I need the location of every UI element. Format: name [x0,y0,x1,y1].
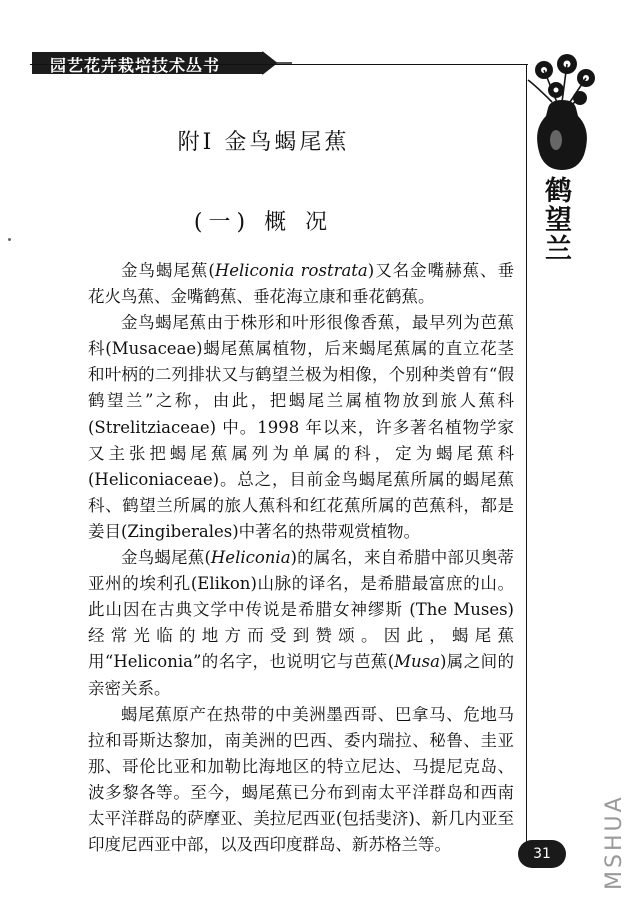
paragraph [88,310,514,545]
paragraph-text: 金鸟蝎尾蕉( [121,261,215,280]
watermark: MSHUA [602,794,627,890]
section-title: (一) 概 况 [193,210,334,235]
paragraph-text: 金鸟蝎尾蕉由于株形和叶形很像香蕉，最早列为芭蕉科(Musaceae)蝎尾蕉属植物，后来蝎尾蕉属的直立花茎和叶柄的二列排状又与鹤望兰极为相像，个别种类曾有“假鹤望兰”之称，由此，把蝎尾兰属植物放到旅人蕉科 (Strelitziaceae) 中。1998 年以来，许多著名植物学家又主张把蝎尾蕉属列为单属的科，定为蝎尾蕉科(Heliconiaceae)。总之，目前金鸟蝎尾蕉所属的蝎尾蕉科、鹤望兰所属的旅人蕉科和红花蕉所属的芭蕉科，都是姜目(Zingiberales)中著名的热带观赏植物。 [88,313,514,541]
page-number: 31 [518,840,566,868]
body-text [88,258,514,858]
paragraph [88,702,514,859]
series-title: 园艺花卉栽培技术丛书 [50,56,221,75]
appendix-title: 附Ⅰ 金鸟蝎尾蕉 [177,130,350,155]
flower-vase-icon [522,50,602,175]
scan-speck [8,238,11,241]
side-rule [526,64,527,844]
latin-name: Heliconia [210,548,291,568]
paragraph-text: 蝎尾蕉原产在热带的中美洲墨西哥、巴拿马、危地马拉和哥斯达黎加，南美洲的巴西、委内瑞拉、秘鲁、圭亚那、哥伦比亚和加勒比海地区的特立尼达、马提尼克岛、波多黎各等。至今，蝎尾蕉已分布到南太平洋群岛和西南太平洋群岛的萨摩亚、美拉尼西亚(包括斐济)、新几内亚至印度尼西亚中部，以及西印度群岛、新苏格兰等。 [88,704,514,855]
paragraph-text: )属之间的亲密关系。 [88,652,515,698]
paragraph [88,258,514,310]
paragraph-text: )又名金嘴赫蕉、垂花火鸟蕉、金嘴鹤蕉、垂花海立康和垂花鹤蕉。 [88,261,515,307]
latin-name: Heliconia rostrata [214,261,368,280]
latin-name: Musa [394,652,440,672]
header-rule [30,64,528,65]
paragraph-text: 金鸟蝎尾蕉( [121,548,211,568]
paragraph-text: )的属名，来自希腊中部贝奥蒂亚州的埃利孔(Elikon)山脉的译名，是希腊最富庶的山。此山因在古典文学中传说是希腊女神缪斯 (The Muses) 经常光临的地方而受到赞颂。因此，蝎尾蕉用“Heliconia”的名字，也说明它与芭蕉( [88,548,515,672]
side-chapter-label: 鹤望兰 [540,176,571,263]
paragraph [88,545,514,702]
series-banner [30,48,292,78]
